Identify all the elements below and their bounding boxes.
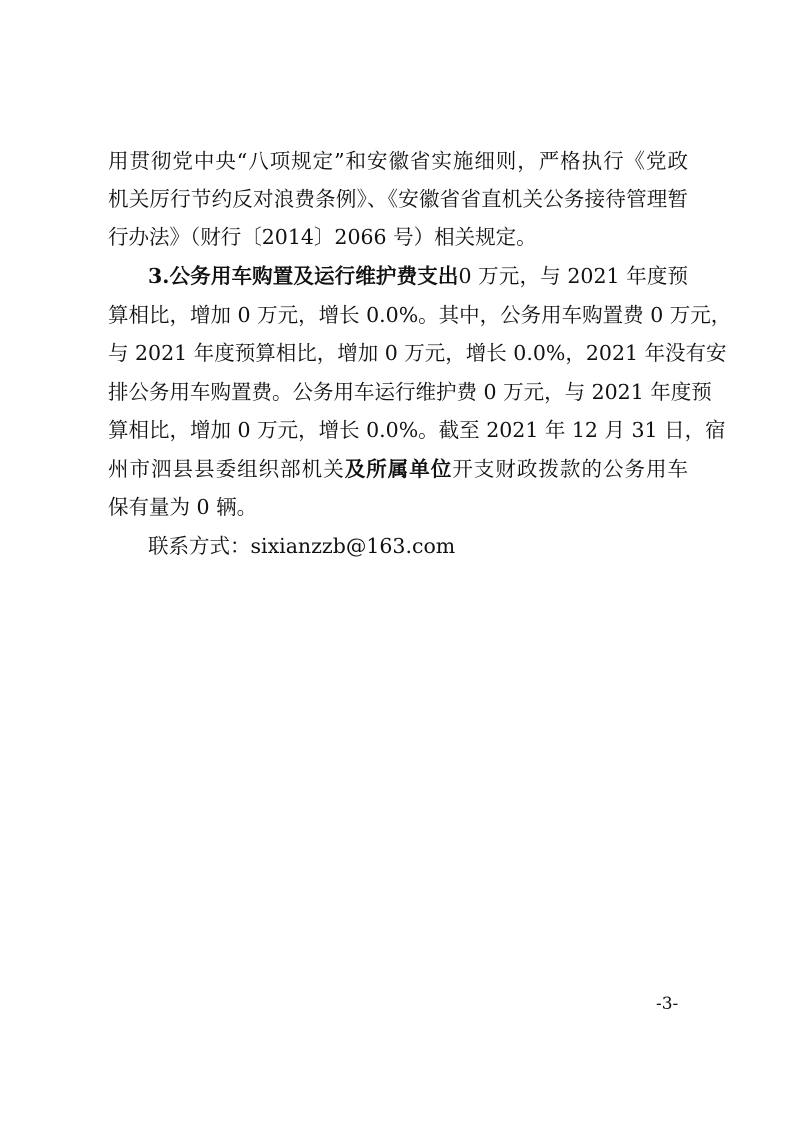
paragraph-1-line-1: 用贯彻党中央“八项规定”和安徽省实施细则，严格执行《党政 bbox=[108, 149, 688, 173]
paragraph-2-line-3: 与 2021 年度预算相比，增加 0 万元，增长 0.0%，2021 年没有安 bbox=[108, 341, 727, 365]
subordinate-units-text: 及所属单位 bbox=[344, 457, 453, 481]
vehicle-funding-text: 开支财政拨款的公务用车 bbox=[452, 457, 689, 481]
paragraph-1-line-2: 机关厉行节约反对浪费条例》、《安徽省省直机关公务接待管理暂 bbox=[108, 187, 688, 211]
paragraph-2-line-1 bbox=[148, 263, 688, 290]
page-number: -3- bbox=[656, 994, 679, 1014]
paragraph-2-line-6 bbox=[108, 456, 688, 483]
paragraph-1-line-3: 行办法》（财行〔2014〕2066 号）相关规定。 bbox=[108, 225, 537, 249]
paragraph-2-line-4: 排公务用车购置费。公务用车运行维护费 0 万元，与 2021 年度预 bbox=[108, 380, 712, 404]
paragraph-2-line-5: 算相比，增加 0 万元，增长 0.0%。截至 2021 年 12 月 31 日，宿 bbox=[108, 418, 726, 442]
contact-line bbox=[148, 533, 688, 560]
section-heading-amount-text: 0 万元，与 2021 年度预 bbox=[458, 264, 688, 288]
section-heading: 3.公务用车购置及运行维护费支出 bbox=[148, 264, 459, 288]
unit-name-text: 州市泗县县委组织部机关 bbox=[108, 457, 345, 481]
contact-email: sixianzzb@163.com bbox=[250, 534, 456, 558]
paragraph-2-line-2: 算相比，增加 0 万元，增长 0.0%。其中，公务用车购置费 0 万元， bbox=[108, 303, 732, 327]
contact-label: 联系方式： bbox=[148, 534, 251, 558]
paragraph-2-line-7: 保有量为 0 辆。 bbox=[108, 495, 258, 519]
